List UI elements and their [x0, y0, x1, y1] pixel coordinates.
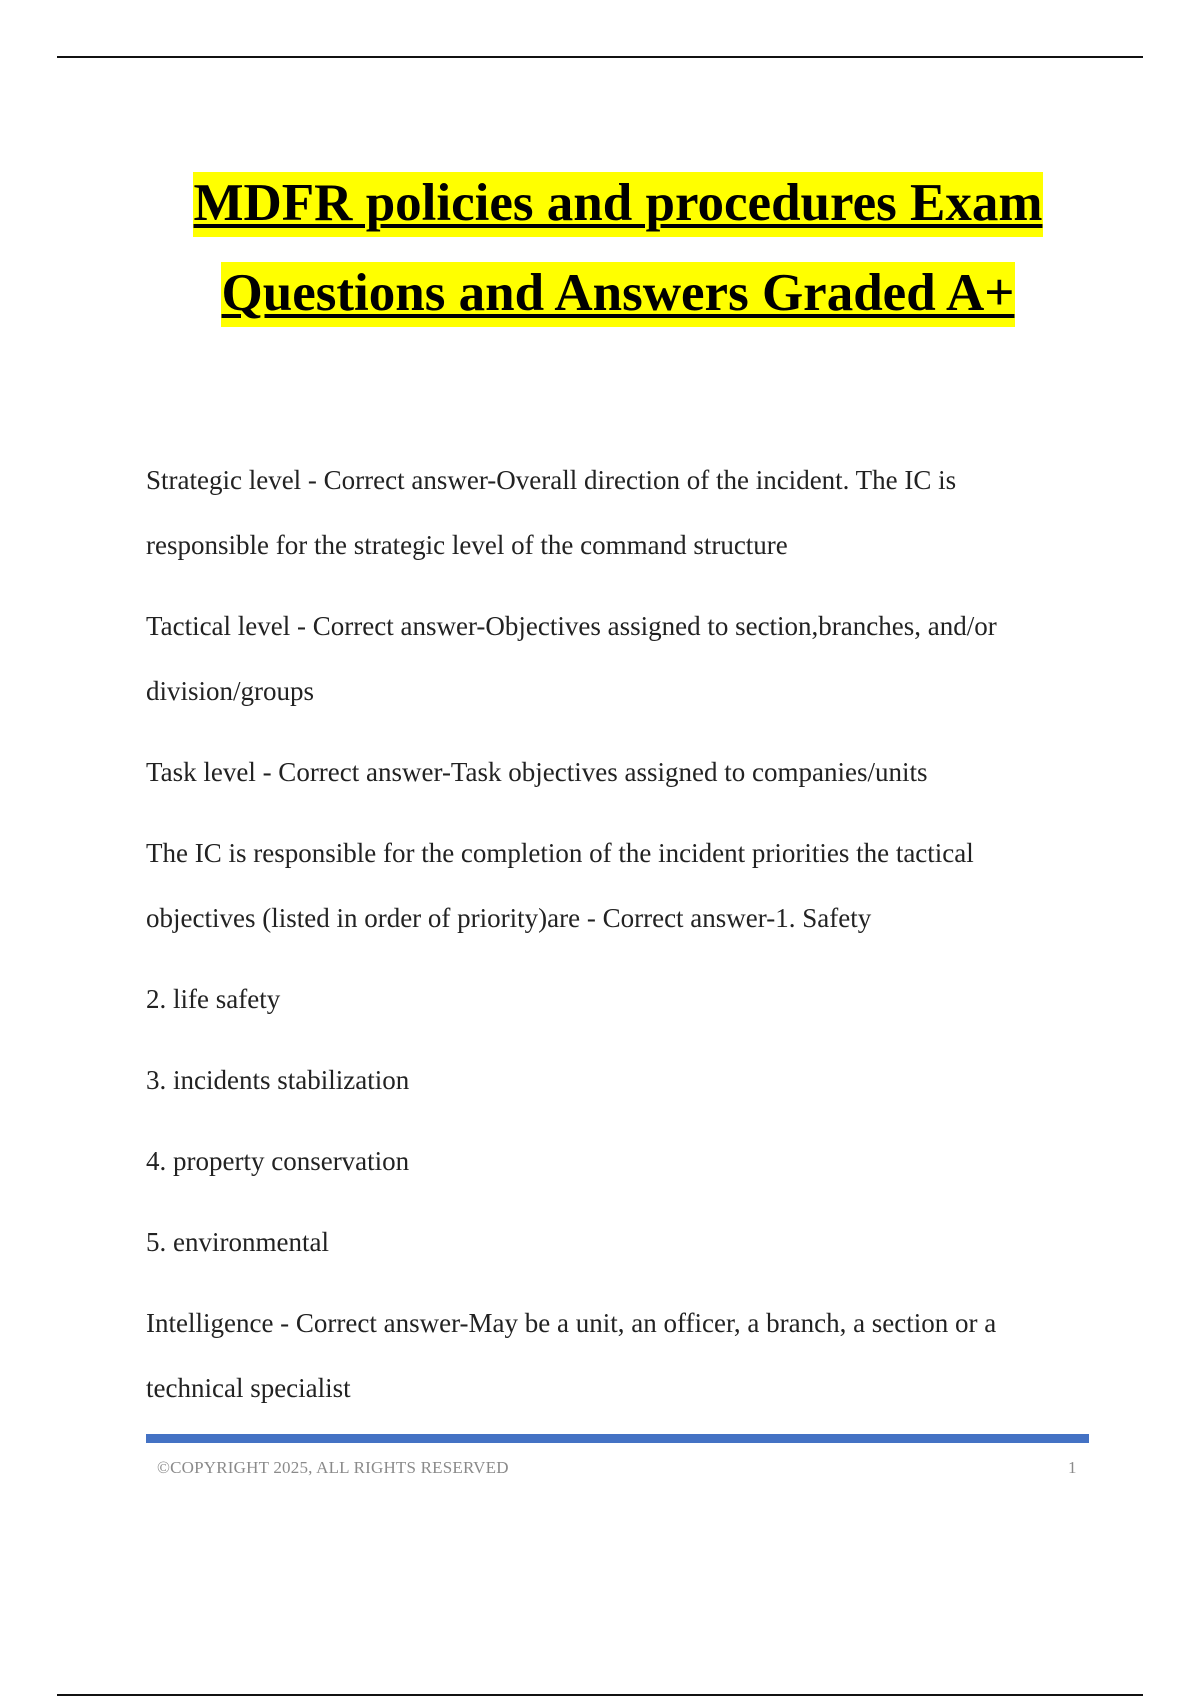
- paragraph-line: technical specialist: [146, 1373, 351, 1403]
- paragraph-line: Tactical level - Correct answer-Objectives assigned to section,branches, and/or: [146, 611, 997, 641]
- list-item-property-conservation: [146, 1129, 1096, 1194]
- paragraph-line: 3. incidents stabilization: [146, 1065, 410, 1095]
- page-number: 1: [1068, 1458, 1077, 1477]
- paragraph-line: responsible for the strategic level of the command structure: [146, 530, 788, 560]
- list-item-incident-stabilization: [146, 1048, 1096, 1113]
- document-body: [146, 448, 1096, 1437]
- list-item-environmental: [146, 1210, 1096, 1275]
- footer-copyright: ©COPYRIGHT 2025, ALL RIGHTS RESERVED: [157, 1458, 509, 1477]
- paragraph-line: 5. environmental: [146, 1227, 329, 1257]
- paragraph-line: Task level - Correct answer-Task objectives assigned to companies/units: [146, 757, 928, 787]
- paragraph-line: Strategic level - Correct answer-Overall direction of the incident. The IC is: [146, 465, 957, 495]
- paragraph-line: objectives (listed in order of priority)are - Correct answer-1. Safety: [146, 903, 872, 933]
- paragraph-line: 4. property conservation: [146, 1146, 410, 1176]
- paragraph-line: Intelligence - Correct answer-May be a unit, an officer, a branch, a section or a: [146, 1308, 997, 1338]
- list-item-life-safety: [146, 967, 1096, 1032]
- page-title: [0, 172, 1200, 327]
- title-line-1: MDFR policies and procedures Exam: [193, 172, 1044, 237]
- paragraph-tactical-level: [146, 594, 1096, 724]
- paragraph-line: division/groups: [146, 676, 315, 706]
- top-rule: [57, 56, 1143, 58]
- footer-bar: [146, 1434, 1089, 1443]
- paragraph-ic-priorities: [146, 821, 1096, 951]
- bottom-rule: [57, 1694, 1143, 1696]
- paragraph-intelligence: [146, 1291, 1096, 1421]
- paragraph-task-level: [146, 740, 1096, 805]
- paragraph-line: 2. life safety: [146, 984, 281, 1014]
- paragraph-line: The IC is responsible for the completion of the incident priorities the tactical: [146, 838, 974, 868]
- paragraph-strategic-level: [146, 448, 1096, 578]
- title-line-2: Questions and Answers Graded A+: [221, 262, 1016, 327]
